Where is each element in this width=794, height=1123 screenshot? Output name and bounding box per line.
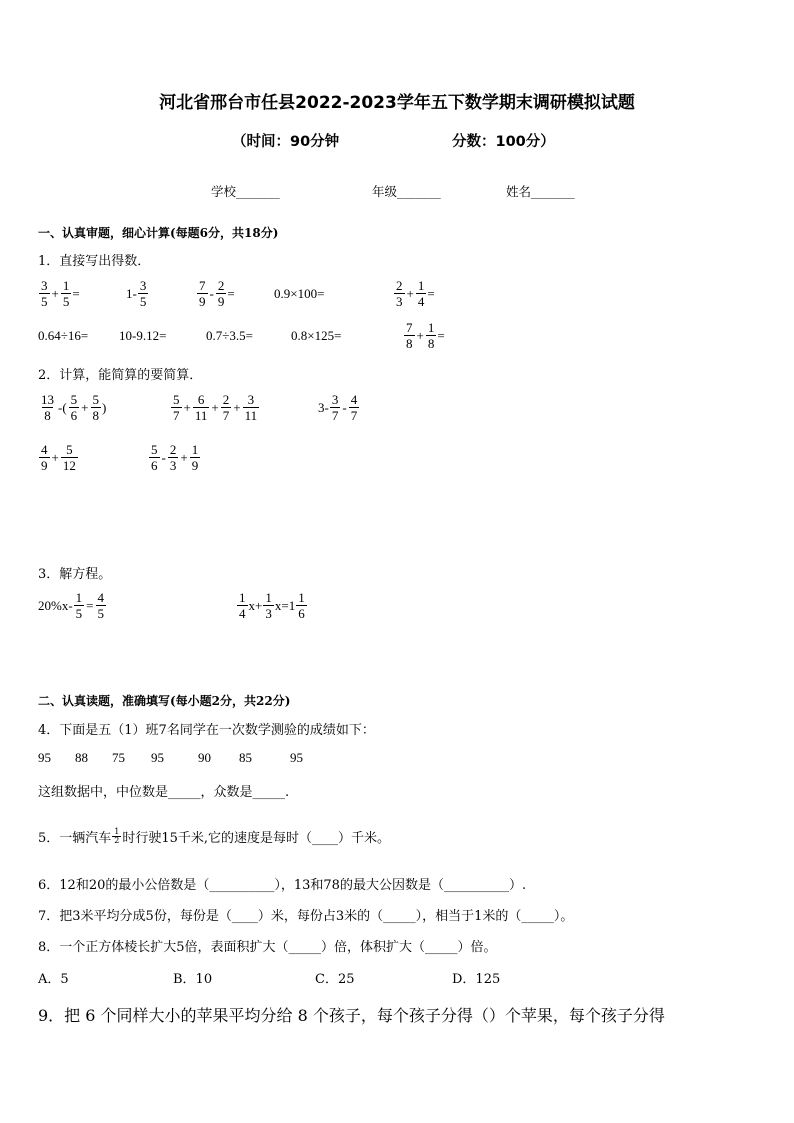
- q9-text: 9．把 6 个同样大小的苹果平均分给 8 个孩子，每个孩子分得（）个苹果，每个孩子分得: [38, 1006, 665, 1025]
- q1-row2-expr4: 0.8×125=: [291, 328, 342, 343]
- fraction: $\frac{1}{5}$: [75, 590, 83, 621]
- fraction: $\frac{5}{12}$: [62, 442, 76, 473]
- exam-time: （时间：90分钟: [232, 134, 340, 150]
- q1-row2-expr2: 10-9.12=: [119, 328, 167, 343]
- fraction: $\frac{1}{4}$: [239, 590, 246, 621]
- q2-expr3: 3- $\frac{3}{7}$ - $\frac{4}{7}$: [318, 392, 358, 423]
- score: 85: [239, 750, 252, 765]
- q1-row2-expr1: 0.64÷16=: [38, 328, 89, 343]
- page-title: 河北省邢台市任县2022-2023学年五下数学期末调研模拟试题: [159, 93, 635, 113]
- fraction: $\frac{5}{6}$: [70, 392, 78, 423]
- fraction: $\frac{1}{8}$: [427, 320, 435, 351]
- score: 95: [151, 750, 164, 765]
- fraction: $\frac{1}{6}$: [298, 590, 305, 621]
- q4-prompt: 4．下面是五（1）班7名同学在一次数学测验的成绩如下：: [38, 723, 375, 738]
- q4-question: 这组数据中，中位数是_____，众数是_____.: [38, 785, 290, 800]
- q1-row1-expr3: $\frac{7}{9}$ - $\frac{2}{9}$ =: [199, 278, 235, 309]
- q1-row2-expr3: 0.7÷3.5=: [206, 328, 253, 343]
- q1-row1-expr2: 1- $\frac{3}{5}$: [126, 278, 147, 309]
- exam-score: 分数：100分）: [452, 134, 555, 150]
- q7-text: 7．把3米平均分成5份，每份是（____）米，每份占3米的（_____），相当于1米的（_____）。: [38, 909, 574, 924]
- q2-expr1: $\frac{13}{8}$ -( $\frac{5}{6}$ + $\frac{5}{8}$ ): [41, 392, 107, 423]
- name-field: 姓名_______: [506, 184, 575, 199]
- school-field: 学校_______: [211, 184, 280, 199]
- q4-scores: [38, 750, 303, 766]
- fraction: $\frac{2}{7}$: [222, 392, 230, 423]
- fraction: $\frac{7}{8}$: [406, 320, 413, 351]
- mixed-number: 1 $\frac{1}{6}$: [288, 590, 305, 621]
- score: 95: [290, 750, 303, 765]
- q2-expr2: $\frac{5}{7}$ + $\frac{6}{11}$ + $\frac{2}{7}$ + $\frac{3}{11}$: [173, 392, 258, 423]
- fraction: $\frac{4}{7}$: [350, 392, 358, 423]
- score: 95: [38, 750, 51, 765]
- fraction: $\frac{1}{9}$: [191, 442, 199, 473]
- fraction: $\frac{7}{9}$: [199, 278, 206, 309]
- q2-expr4: $\frac{4}{9}$ + $\frac{5}{12}$: [41, 442, 76, 473]
- score: 90: [198, 750, 211, 765]
- fraction: $\frac{4}{5}$: [97, 590, 105, 621]
- fraction: $\frac{2}{3}$: [169, 442, 177, 473]
- section-2-heading: 二、认真读题，准确填写(每小题2分，共22分): [38, 694, 291, 708]
- fraction: $\frac{1}{2}$: [114, 827, 120, 845]
- q8-option-a: A．5: [38, 972, 69, 987]
- q1-row1-expr5: $\frac{2}{3}$ + $\frac{1}{4}$ =: [396, 278, 435, 309]
- fraction: $\frac{5}{7}$: [173, 392, 180, 423]
- fraction: $\frac{3}{5}$: [41, 278, 48, 309]
- fraction: $\frac{5}{6}$: [151, 442, 158, 473]
- q2-prompt: 2．计算，能简算的要简算．: [38, 368, 203, 383]
- q8-option-b: B．10: [173, 972, 213, 987]
- q8-text: 8．一个正方体棱长扩大5倍，表面积扩大（_____）倍，体积扩大（_____）倍。: [38, 940, 497, 955]
- grade-field: 年级_______: [372, 184, 441, 199]
- fraction: $\frac{1}{3}$: [265, 590, 272, 621]
- q1-prompt: 1．直接写出得数．: [38, 254, 151, 269]
- score: 75: [112, 750, 125, 765]
- fraction: $\frac{1}{4}$: [417, 278, 425, 309]
- q6-text: 6．12和20的最小公倍数是（__________），13和78的最大公因数是（__________）.: [38, 878, 527, 893]
- q8-option-c: C．25: [315, 972, 355, 987]
- fraction: $\frac{4}{9}$: [41, 442, 48, 473]
- q1-row1-expr4: 0.9×100=: [274, 286, 325, 301]
- q3-prompt: 3．解方程。: [38, 567, 112, 582]
- q3-equation1: 20%x- $\frac{1}{5}$ = $\frac{4}{5}$: [38, 590, 105, 621]
- q1-row1-expr1: $\frac{3}{5}$ + $\frac{1}{5}$ =: [41, 278, 80, 309]
- q3-equation2: $\frac{1}{4}$ x+ $\frac{1}{3}$ x= 1 $\frac{1}{6}$: [236, 590, 308, 621]
- q8-option-d: D．125: [452, 972, 501, 987]
- q2-expr5: $\frac{5}{6}$ - $\frac{2}{3}$ + $\frac{1}{9}$: [151, 442, 199, 473]
- score: 88: [75, 750, 88, 765]
- fraction: $\frac{5}{8}$: [92, 392, 100, 423]
- fraction: $\frac{6}{11}$: [194, 392, 208, 423]
- fraction: $\frac{3}{7}$: [331, 392, 339, 423]
- fraction: $\frac{2}{9}$: [217, 278, 225, 309]
- fraction: $\frac{1}{5}$: [62, 278, 70, 309]
- q5-text: 5．一辆汽车 $\frac{1}{2}$ 时行驶15千米,它的速度是每时（____）千米。: [38, 827, 391, 846]
- q1-row2-expr5: $\frac{7}{8}$ + $\frac{1}{8}$ =: [406, 320, 445, 351]
- section-1-heading: 一、认真审题，细心计算(每题6分，共18分): [38, 226, 279, 240]
- fraction: $\frac{3}{5}$: [139, 278, 147, 309]
- fraction: $\frac{3}{11}$: [244, 392, 258, 423]
- fraction: $\frac{13}{8}$: [41, 392, 54, 423]
- fraction: $\frac{2}{3}$: [396, 278, 403, 309]
